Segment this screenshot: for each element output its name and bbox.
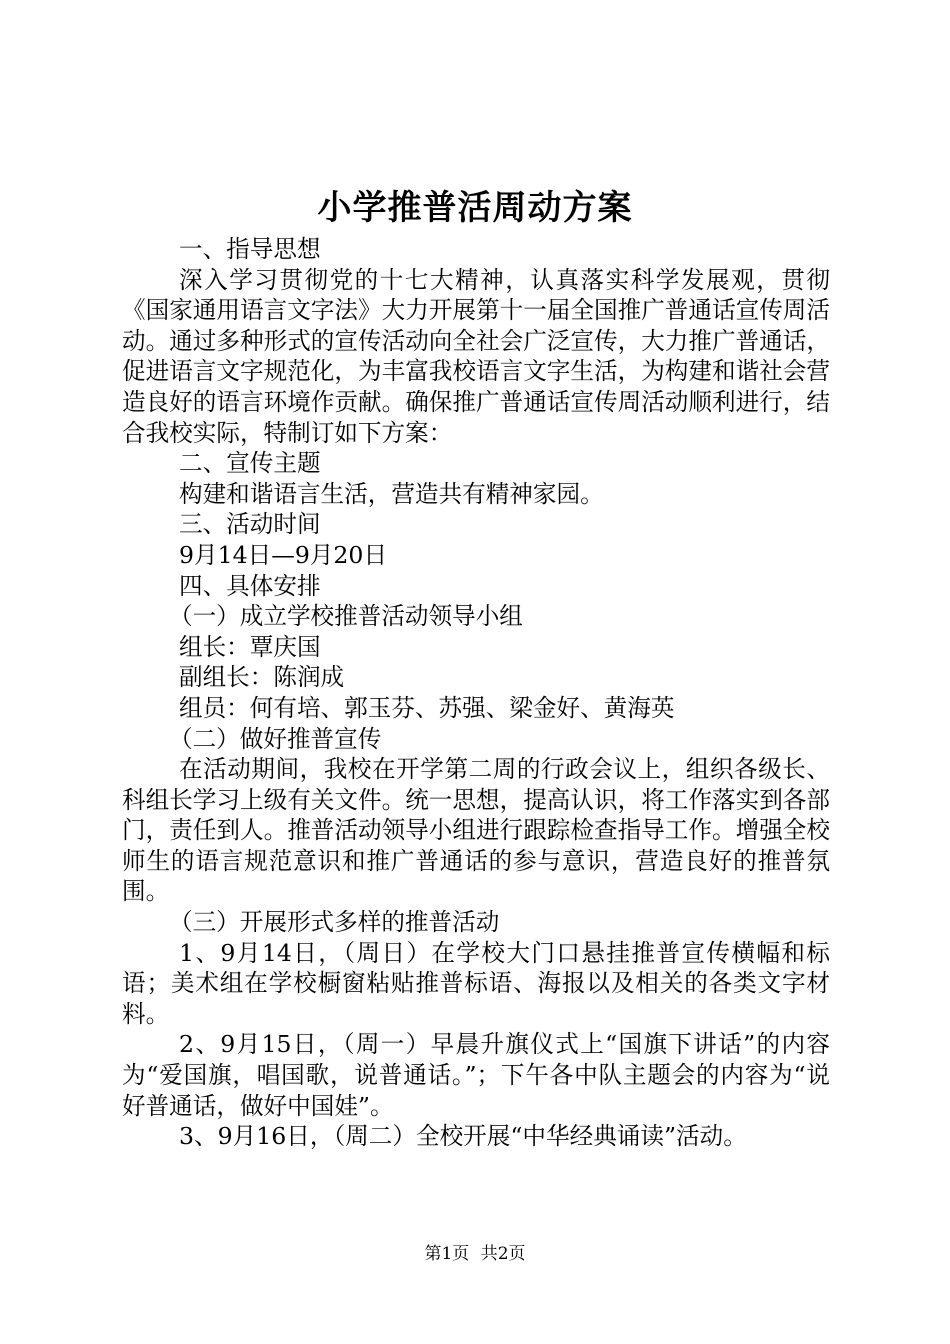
paragraph: （二）做好推普宣传 (169, 724, 382, 753)
paragraph: 一、指导思想 (179, 235, 321, 263)
paragraph: 三、活动时间 (179, 510, 321, 539)
paragraph: 深入学习贯彻党的十七大精神，认真落实科学发展观，贯彻《国家通用语言文字法》大力开展第十一届全国推广普通话宣传周活动。通过多种形式的宣传活动向全社会广泛宣传，大力推广普通话，促进语言文字规范化，为丰富我校语言文字生活，为构建和谐社会营造良好的语言环境作贡献。确保推广普通话宣传周活动顺利进行，结合我校实际，特制订如下方案： (122, 265, 830, 447)
page-total: 共2页 (480, 1244, 526, 1264)
paragraph: 组长：覃庆国 (179, 632, 321, 661)
paragraph: 2、9月15日，（周一）早晨升旗仪式上“国旗下讲话”的内容为“爱国旗，唱国歌，说普通话。”；下午各中队主题会的内容为“说好普通话，做好中国娃”。 (122, 1030, 830, 1120)
paragraph: （三）开展形式多样的推普活动 (169, 908, 500, 937)
paragraph: 9月14日—9月20日 (179, 540, 388, 569)
paragraph: 在活动期间，我校在开学第二周的行政会议上，组织各级长、科组长学习上级有关文件。统一思想，提高认识，将工作落实到各部门，责任到人。推普活动领导小组进行跟踪检查指导工作。增强全校师生的语言规范意识和推广普通话的参与意识，营造良好的推普氛围。 (122, 755, 830, 906)
page-number: 第1页 (424, 1244, 470, 1264)
document-body (122, 234, 830, 1152)
paragraph: 构建和谐语言生活，营造共有精神家园。 (179, 479, 604, 508)
paragraph: 1、9月14日，（周日）在学校大门口悬挂推普宣传横幅和标语；美术组在学校橱窗粘贴推普标语、海报以及相关的各类文字材料。 (122, 938, 830, 1028)
paragraph: 副组长：陈润成 (179, 663, 345, 692)
paragraph: 四、具体安排 (179, 571, 321, 600)
page-footer (0, 1243, 950, 1265)
document-title: 小学推普活周动方案 (317, 188, 633, 228)
paragraph: （一）成立学校推普活动领导小组 (169, 602, 523, 631)
paragraph: 组员：何有培、郭玉芬、苏强、梁金好、黄海英 (179, 693, 675, 722)
paragraph: 3、9月16日，（周二）全校开展“中华经典诵读”活动。 (179, 1122, 747, 1151)
paragraph: 二、宣传主题 (179, 449, 321, 478)
